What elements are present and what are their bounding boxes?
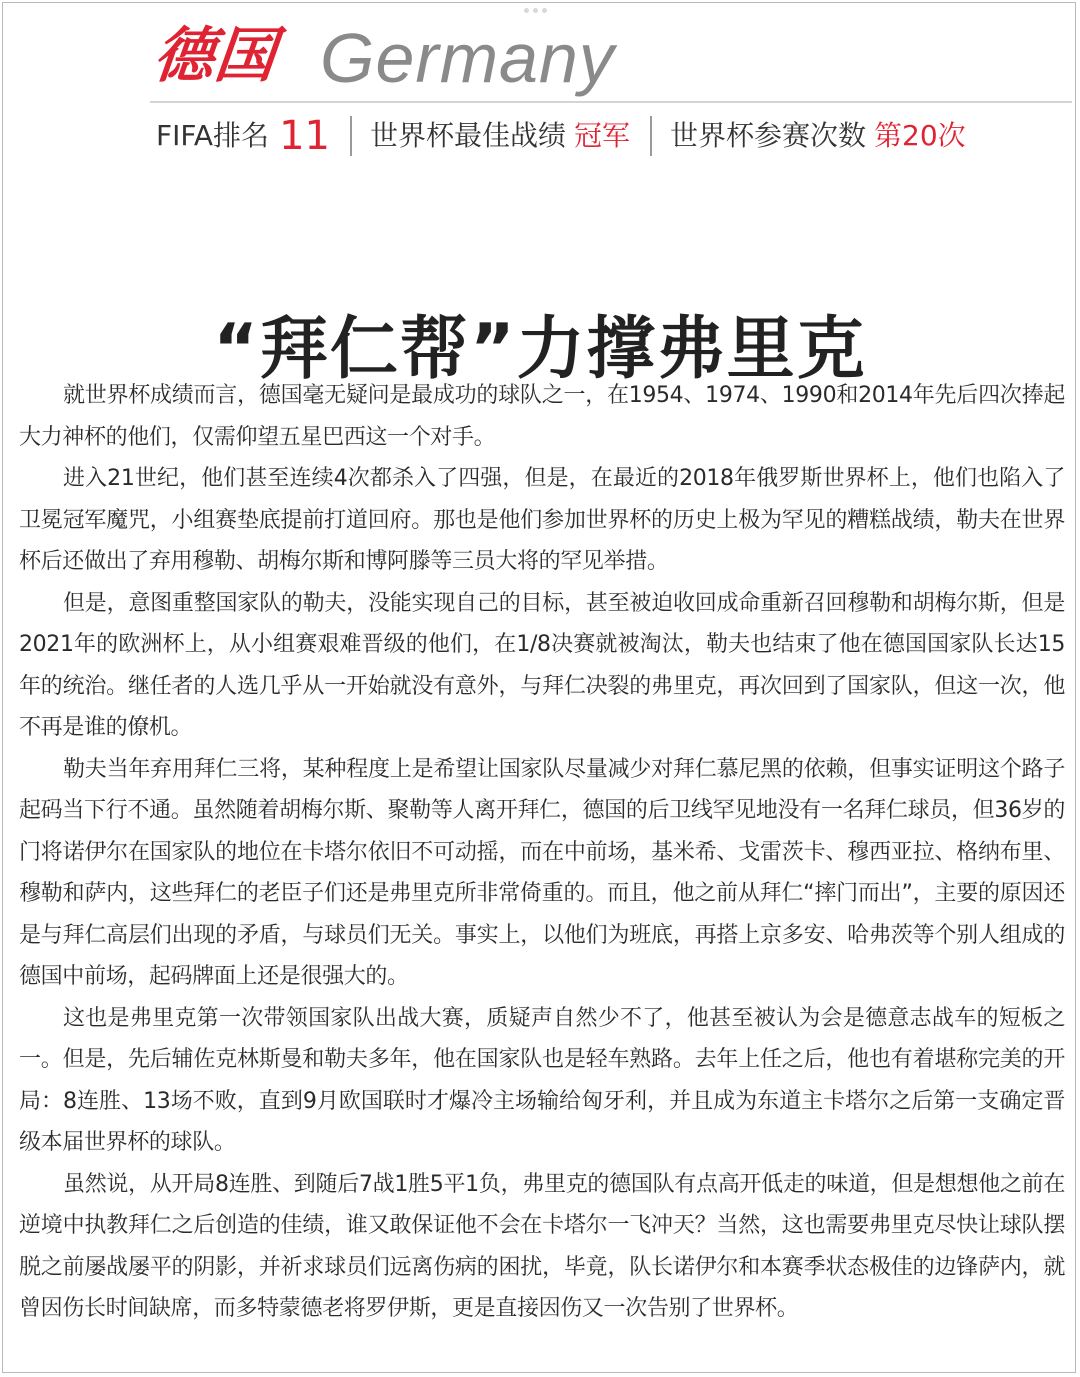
best-result-label: 世界杯最佳战绩 (369, 119, 566, 152)
dot (524, 8, 529, 13)
article-paragraph: 进入21世纪，他们甚至连续4次都杀入了四强，但是，在最近的2018年俄罗斯世界杯上，他们也陷入了卫冕冠军魔咒，小组赛垫底提前打道回府。那也是他们参加世界杯的历史上极为罕见的糟糕战绩，勒夫在世界杯后还做出了弃用穆勒、胡梅尔斯和博阿滕等三员大将的罕见举措。 (19, 466, 1065, 574)
header-divider (150, 101, 1072, 103)
dot (533, 8, 538, 13)
stat-separator (650, 116, 652, 156)
fifa-rank-value: 11 (279, 113, 330, 159)
article-paragraph: 这也是弗里克第一次带领国家队出战大赛，质疑声自然少不了，他甚至被认为会是德意志战车的短板之一。但是，先后辅佐克林斯曼和勒夫多年，他在国家队也是轻车熟路。去年上任之后，他也有着堪称完美的开局：8连胜、13场不败，直到9月欧国联时才爆冷主场输给匈牙利，并且成为东道主卡塔尔之后第一支确定晋级本届世界杯的球队。 (19, 1005, 1065, 1155)
team-stats-bar (156, 110, 966, 162)
stat-separator (350, 116, 352, 156)
article-body (19, 375, 1065, 1330)
appearances-value: 第20次 (874, 119, 966, 152)
dot (542, 8, 547, 13)
country-name-english: Germany (320, 19, 615, 97)
country-name-chinese: 德国 (150, 21, 280, 91)
article-paragraph: 勒夫当年弃用拜仁三将，某种程度上是希望让国家队尽量减少对拜仁慕尼黑的依赖，但事实证明这个路子起码当下行不通。虽然随着胡梅尔斯、聚勒等人离开拜仁，德国的后卫线罕见地没有一名拜仁球员，但36岁的门将诺伊尔在国家队的地位在卡塔尔依旧不可动摇，而在中前场，基米希、戈雷茨卡、穆西亚拉、格纳布里、穆勒和萨内，这些拜仁的老臣子们还是弗里克所非常倚重的。而且，他之前从拜仁“摔门而出”，主要的原因还是与拜仁高层们出现的矛盾，与球员们无关。事实上，以他们为班底，再搭上京多安、哈弗茨等个别人组成的德国中前场，起码牌面上还是很强大的。 (19, 756, 1065, 989)
article-paragraph: 但是，意图重整国家队的勒夫，没能实现自己的目标，甚至被迫收回成命重新召回穆勒和胡梅尔斯，但是2021年的欧洲杯上，从小组赛艰难晋级的他们，在1/8决赛就被淘汰，勒夫也结束了他在德国国家队长达15年的统治。继任者的人选几乎从一开始就没有意外，与拜仁决裂的弗里克，再次回到了国家队，但这一次，他不再是谁的僚机。 (19, 590, 1065, 740)
drag-handle-dots (524, 8, 547, 16)
article-paragraph: 虽然说，从开局8连胜、到随后7战1胜5平1负，弗里克的德国队有点高开低走的味道，但是想想他之前在逆境中执教拜仁之后创造的佳绩，谁又敢保证他不会在卡塔尔一飞冲天？当然，这也需要弗里克尽快让球队摆脱之前屡战屡平的阴影，并祈求球员们远离伤病的困扰，毕竟，队长诺伊尔和本赛季状态极佳的边锋萨内，就曾因伤长时间缺席，而多特蒙德老将罗伊斯，更是直接因伤又一次告别了世界杯。 (19, 1171, 1065, 1321)
best-result-value: 冠军 (573, 119, 630, 152)
article-headline: “拜仁帮”力撑弗里克 (213, 309, 867, 389)
fifa-rank-label: FIFA排名 (156, 119, 270, 152)
article-paragraph: 就世界杯成绩而言，德国毫无疑问是最成功的球队之一，在1954、1974、1990和2014年先后四次捧起大力神杯的他们，仅需仰望五星巴西这一个对手。 (19, 383, 1065, 450)
appearances-label: 世界杯参赛次数 (670, 119, 867, 152)
